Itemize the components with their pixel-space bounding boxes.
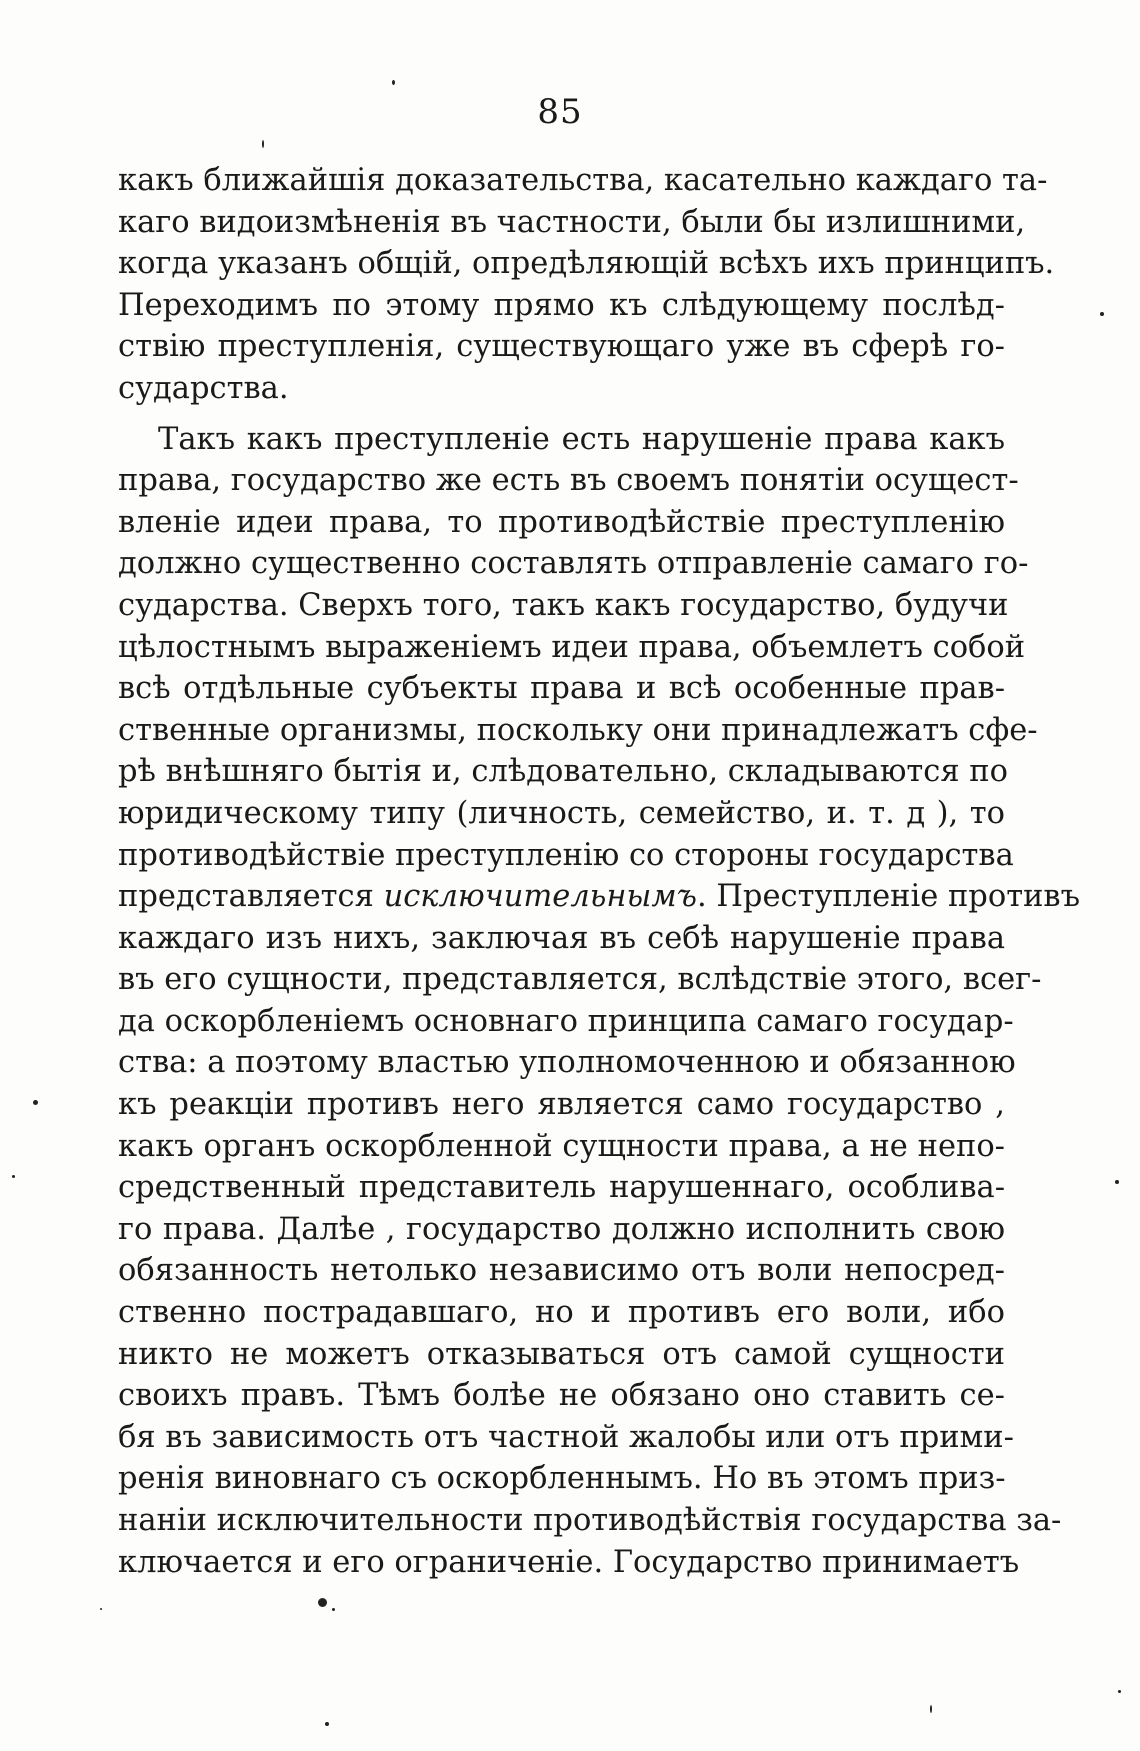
emphasized-word: исключительнымъ [383,879,697,915]
body-text [118,160,1080,1583]
paragraph-1 [118,160,1055,410]
scan-speck [1100,312,1104,316]
text-line: никто не можетъ отказываться отъ самой сущности [118,1336,1005,1372]
text-line: обязанность нетолько независимо отъ воли непосред- [118,1253,1005,1289]
text-line: го права. Далѣе , государство должно исполнить свою [118,1211,1005,1247]
text-line: сударства. Сверхъ того, такъ какъ государство, будучи [118,587,1009,623]
text-line: въ его сущности, представляется, вслѣдствіе этого, всег- [118,962,1042,998]
text-line: какъ органъ оскорбленной сущности права, а не непо- [118,1128,1005,1164]
scan-speck [262,140,264,148]
text-line: когда указанъ общій, опредѣляющій всѣхъ ихъ принципъ. [118,246,1055,282]
text-line: цѣлостнымъ выраженіемъ идеи права, объемлетъ собой [118,629,1026,665]
text-line: ключается и его ограниченіе. Государство принимаетъ [118,1544,1020,1580]
scan-speck [1118,1690,1121,1693]
text-line: ственно пострадавшаго, но и противъ его воли, ибо [118,1295,1005,1331]
text-line: бя въ зависимость отъ частной жалобы или отъ прими- [118,1419,1014,1455]
text-line: вленіе идеи права, то противодѣйствіе преступленію [118,504,1005,540]
text-line: ствію преступленія, существующаго уже въ сферѣ го- [118,329,1005,365]
text-line: своихъ правъ. Тѣмъ болѣе не обязано оно ставить се- [118,1378,1005,1414]
text-line: Такъ какъ преступленіе есть нарушеніе права какъ [158,421,1005,457]
text-line: да оскорбленіемъ основнаго принципа самаго государ- [118,1003,1014,1039]
text-line: ственные организмы, поскольку они принадлежатъ сфе- [118,712,1038,748]
text-line: ренія виновнаго съ оскорбленнымъ. Но въ этомъ приз- [118,1461,1006,1497]
text-segment: . Преступленіе противъ [696,879,1080,915]
scan-speck [318,1598,327,1607]
text-segment: представляется [118,879,384,915]
text-line: права, государство же есть въ своемъ понятіи осущест- [118,463,1019,499]
text-line: какъ ближайшія доказательства, касательно каждаго та- [118,163,1048,198]
scan-speck [930,1705,932,1713]
text-line: противодѣйствіе преступленію со стороны государства [118,837,1014,873]
text-line: Переходимъ по этому прямо къ слѣдующему послѣд- [118,287,1005,323]
scan-speck [392,80,395,85]
text-line: всѣ отдѣльные субъекты права и всѣ особенные прав- [118,671,1005,707]
text-line: должно существенно составлять отправленіе самаго го- [118,546,1029,582]
scan-speck [332,1608,335,1611]
text-line: рѣ внѣшняго бытія и, слѣдовательно, складываются по [118,754,1008,790]
scan-speck [100,1608,102,1610]
text-line: каго видоизмѣненія въ частности, были бы излишними, [118,204,1026,240]
text-line: сударства. [118,370,289,406]
paragraph-2 [118,419,1080,1584]
text-line: наніи исключительности противодѣйствія государства за- [118,1503,1062,1538]
text-line: каждаго изъ нихъ, заключая въ себѣ нарушеніе права [118,920,1005,956]
scan-speck [33,1100,38,1105]
scan-speck [325,1722,329,1726]
scan-speck [1115,1180,1119,1184]
text-line: къ реакціи противъ него является само государство , [118,1087,1005,1123]
text-line: средственный представитель нарушеннаго, особлива- [118,1170,1005,1206]
text-line: ства: а поэтому властью уполномоченною и обязанною [118,1045,1016,1081]
page-number: 85 [537,92,583,132]
text-line: юридическому типу (личность, семейство, и. т. д ), то [118,795,1005,831]
text-line-with-italic [118,876,1080,918]
scan-speck [12,1175,15,1178]
